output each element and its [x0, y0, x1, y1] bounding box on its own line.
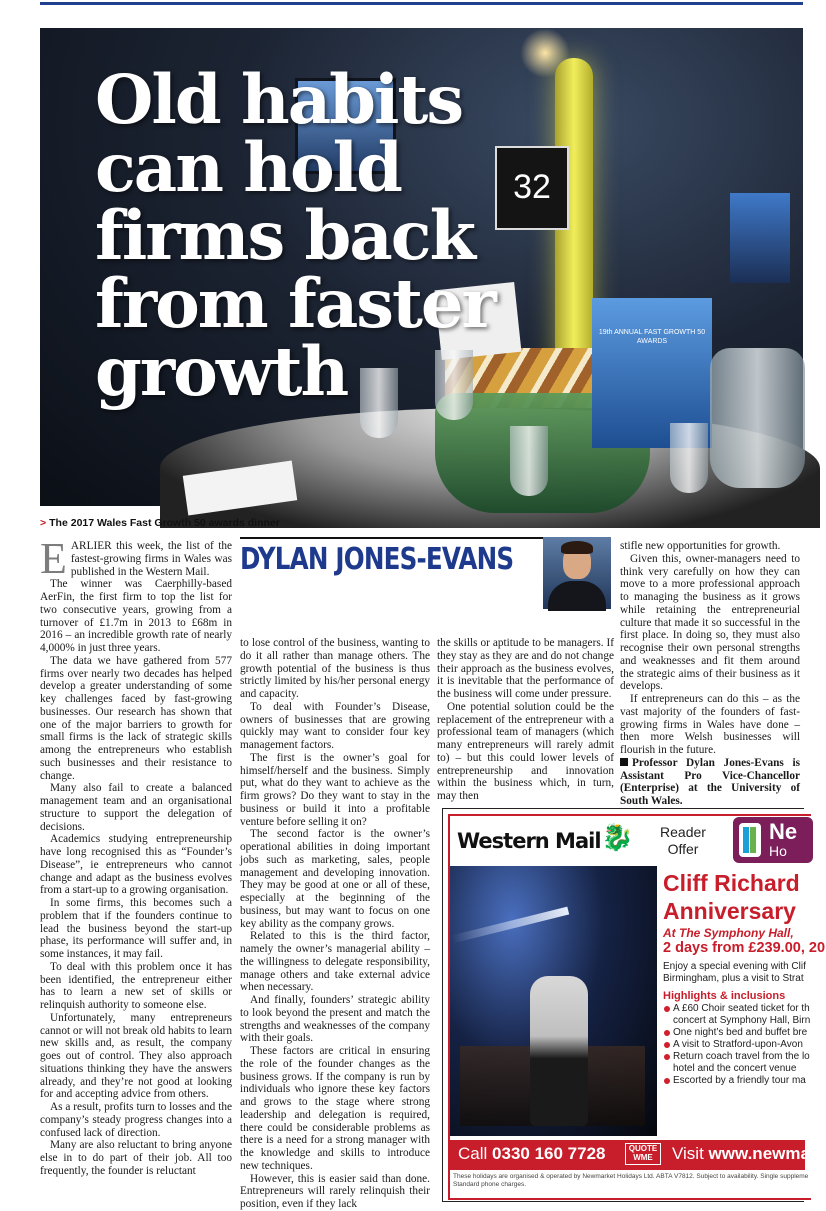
visit-label: Visit: [672, 1144, 704, 1163]
article-column-4: [620, 540, 800, 808]
photo-caption: [40, 517, 280, 529]
article-paragraph: Unfortunately, many entrepreneurs cannot or will not break old habits to learn new skills and, as result, the company goes out of control. They also approach situations thinking they have the answers already, and they’re not good at looking for and accepting advice from others.: [40, 1011, 232, 1101]
article-paragraph: And finally, founders’ strategic ability to look beyond the present and match the strengths and weaknesses of the company with their goals.: [240, 994, 430, 1045]
phone-number[interactable]: 0330 160 7728: [492, 1144, 606, 1163]
article-paragraph: The data we have gathered from 577 firms over nearly two decades has helped develop a greater understanding of some key challenges faced by fast-growing businesses. Our research has shown that one of the major barriers to growth for small firms is the lack of strategic skills among the entrepreneurs who establish such businesses and their resistance to change.: [40, 654, 232, 782]
article-paragraph: One potential solution could be the replacement of the entrepreneur with a professional team of managers (which many entrepreneurs will rarely admit to) – but this could lower levels of entrepreneurship and innovation within the business which, in turn, may then: [437, 700, 614, 802]
article-column-3: [437, 637, 614, 803]
article-paragraph: As a result, profits turn to losses and the company’s steady progress changes into a confused lack of direction.: [40, 1101, 232, 1139]
advert-title-line-2: Anniversary: [663, 898, 796, 924]
article-paragraph: to lose control of the business, wanting to do it all rather than manage others. The growth potential of the business is thus strictly limited by his/her personal energy and capacity.: [240, 637, 430, 700]
highlight-item: One night’s bed and buffet bre: [663, 1027, 810, 1039]
article-paragraph: To deal with Founder’s Disease, owners of businesses that are growing quickly may want to consider four key management factors.: [240, 700, 430, 751]
article-paragraph: Academics studying entrepreneurship have long recognised this as “Founder’s Disease”, ie entrepreneurs who cannot change and adapt as the business evolves from a start-up to a growing organisation.: [40, 833, 232, 897]
article-paragraph: If entrepreneurs can do this – as the vast majority of the founders of fast-growing firms in Wales have done – then more Welsh businesses will flourish in the future.: [620, 693, 800, 756]
newmarket-holidays-logo: [733, 817, 813, 863]
advert-title-line-1: Cliff Richard: [663, 870, 800, 896]
article-column-1: [40, 534, 232, 1178]
article-paragraph: the skills or aptitude to be managers. If they stay as they are and do not change their approach as the business evolves, it is inevitable that the performance of the business will come under pressure.: [437, 637, 614, 700]
caption-text: The 2017 Wales Fast Growth 50 awards dinner: [49, 517, 280, 529]
highlight-item: A £60 Choir seated ticket for th: [663, 1003, 810, 1015]
reader-offer-advert[interactable]: [442, 808, 826, 1202]
article-paragraph: To deal with this problem once it has been identified, the entrepreneur either has to learn a new set of skills or relinquish authority to someone else.: [40, 960, 232, 1011]
article-paragraph: The first is the owner’s goal for himself/herself and the business. Simply put, what do they want to achieve as the firm grows? Do they want to stay in the business or build it into a profitable venture before selling it on?: [240, 751, 430, 828]
highlight-item-continued: hotel and the concert venue: [673, 1063, 797, 1074]
article-column-2: [240, 637, 430, 1211]
article-paragraph: Many also fail to create a balanced management team and an organisational structure to support the delegation of decisions.: [40, 782, 232, 833]
stage-light: [451, 907, 569, 944]
article-paragraph: Many are also reluctant to bring anyone else in to do part of their job. All too frequently, the founder is reluctant: [40, 1139, 232, 1177]
highlights-list: [663, 1003, 810, 1087]
table-number-card: [495, 146, 569, 230]
event-screen-right: [730, 193, 790, 283]
author-hair: [561, 541, 593, 554]
awards-menu-text: 19th ANNUAL FAST GROWTH 50 AWARDS: [598, 329, 706, 345]
small-print-line-2: Standard phone charges.: [453, 1181, 526, 1188]
water-jug: [710, 348, 805, 488]
headline: Old habits can hold firms back from faster growth: [95, 60, 495, 411]
article-paragraph: The second factor is the owner’s operational abilities in doing important jobs such as marketing, sales, people management and developing innovation. They may be good at one or all of these, especially at the beginning of the business, but may want to focus on one key ability as the company grows.: [240, 828, 430, 930]
highlight-item-continued: concert at Symphony Hall, Birn: [673, 1015, 811, 1026]
advert-intro: [663, 961, 806, 985]
wine-glass: [670, 423, 708, 493]
advert-intro-line-1: Enjoy a special evening with Clif: [663, 961, 806, 972]
call-label: Call: [458, 1144, 488, 1163]
author-bio: [620, 757, 800, 808]
wine-glass: [510, 426, 548, 496]
article-paragraph: The winner was Caerphilly-based AerFin, the first firm to top the list for two consecutive years, growing from a turnover of £1.7m in 2013 to £68m in 2016 – an incredible growth rate of nearly 4,000% in just three years.: [40, 578, 232, 654]
newmarket-mark-icon: [739, 823, 761, 857]
advert-intro-line-2: Birmingham, plus a visit to Strat: [663, 973, 804, 984]
advert-venue: At The Symphony Hall,: [663, 926, 794, 940]
article-paragraph: Related to this is the third factor, namely the owner’s managerial ability – the willingness to delegate responsibility, manage others and take external advice when necessary.: [240, 930, 430, 994]
article-paragraph: However, this is easier said than done. Entrepreneurs will rarely relinquish their position, even if they lack: [240, 1172, 430, 1210]
author-bio-text: Professor Dylan Jones-Evans is Assistant Pro Vice-Chancellor (Enterprise) at the University of South Wales.: [620, 756, 800, 807]
logo-text-2: Ho: [769, 843, 787, 859]
highlights-heading: Highlights & inclusions: [663, 990, 786, 1002]
small-print-line-1: These holidays are organised & operated by Newmarket Holidays Ltd. ABTA V7812. Subject to availability. Single suppleme: [453, 1173, 809, 1180]
small-print: [453, 1173, 808, 1189]
article-paragraph: Given this, owner-managers need to think very carefully on how they can move to a more professional approach to managing the business as it grows while retaining the entrepreneurial culture that made it so successful in the first place. In doing so, they must also recognise their own personal strengths and weaknesses and fit them around the strategic aims of their business as it develops.: [620, 552, 800, 693]
drop-cap: E: [40, 534, 67, 583]
author-suit: [548, 581, 606, 611]
article-paragraph: stifle new opportunities for growth.: [620, 540, 781, 552]
western-mail-logo: Western Mail: [457, 829, 601, 853]
website-link[interactable]: www.newmark: [708, 1144, 826, 1163]
concert-photo: [450, 866, 657, 1136]
advert-price: 2 days from £239.00, 20: [663, 940, 826, 956]
visit-line[interactable]: [672, 1144, 826, 1164]
dragon-icon: 🐉: [601, 822, 634, 852]
article-paragraph: These factors are critical in ensuring the role of the founder changes as the business grows. If the company is run by individuals who ignore these key factors and grows to the stage where strong leadership and delegation is required, there could be considerable problems as there is a need for a strong manager with the knowledge and skills to introduce new techniques.: [240, 1045, 430, 1172]
paragraph-text: ARLIER this week, the list of the fastest-growing firms in Wales was published in the Western Mail.: [70, 540, 232, 578]
article-paragraph: In some firms, this becomes such a problem that if the founders continue to lead the business beyond the start-up phase, its performance will suffer and, in some instances, it may fail.: [40, 897, 232, 960]
highlight-item: A visit to Stratford-upon-Avon: [663, 1039, 810, 1051]
article-paragraph: [40, 534, 232, 583]
advert-title: [663, 869, 800, 925]
reader-offer-label: Reader Offer: [660, 824, 706, 857]
bio-marker-icon: [620, 758, 628, 766]
top-rule: [40, 2, 803, 5]
byline-name: DYLAN JONES-EVANS: [240, 542, 514, 577]
quote-badge: QUOTE WME: [625, 1143, 661, 1165]
highlight-item: Escorted by a friendly tour ma: [663, 1075, 810, 1087]
singer-figure: [530, 976, 588, 1126]
caption-marker: >: [40, 517, 47, 529]
logo-text-1: Ne: [769, 819, 798, 844]
contact-bar: [450, 1140, 826, 1170]
byline: [240, 537, 611, 609]
call-line[interactable]: [458, 1144, 605, 1164]
hero-photo: [40, 28, 803, 506]
author-photo: [543, 537, 611, 609]
highlight-item: Return coach travel from the lo: [663, 1051, 810, 1063]
table-number: 32: [513, 168, 551, 206]
